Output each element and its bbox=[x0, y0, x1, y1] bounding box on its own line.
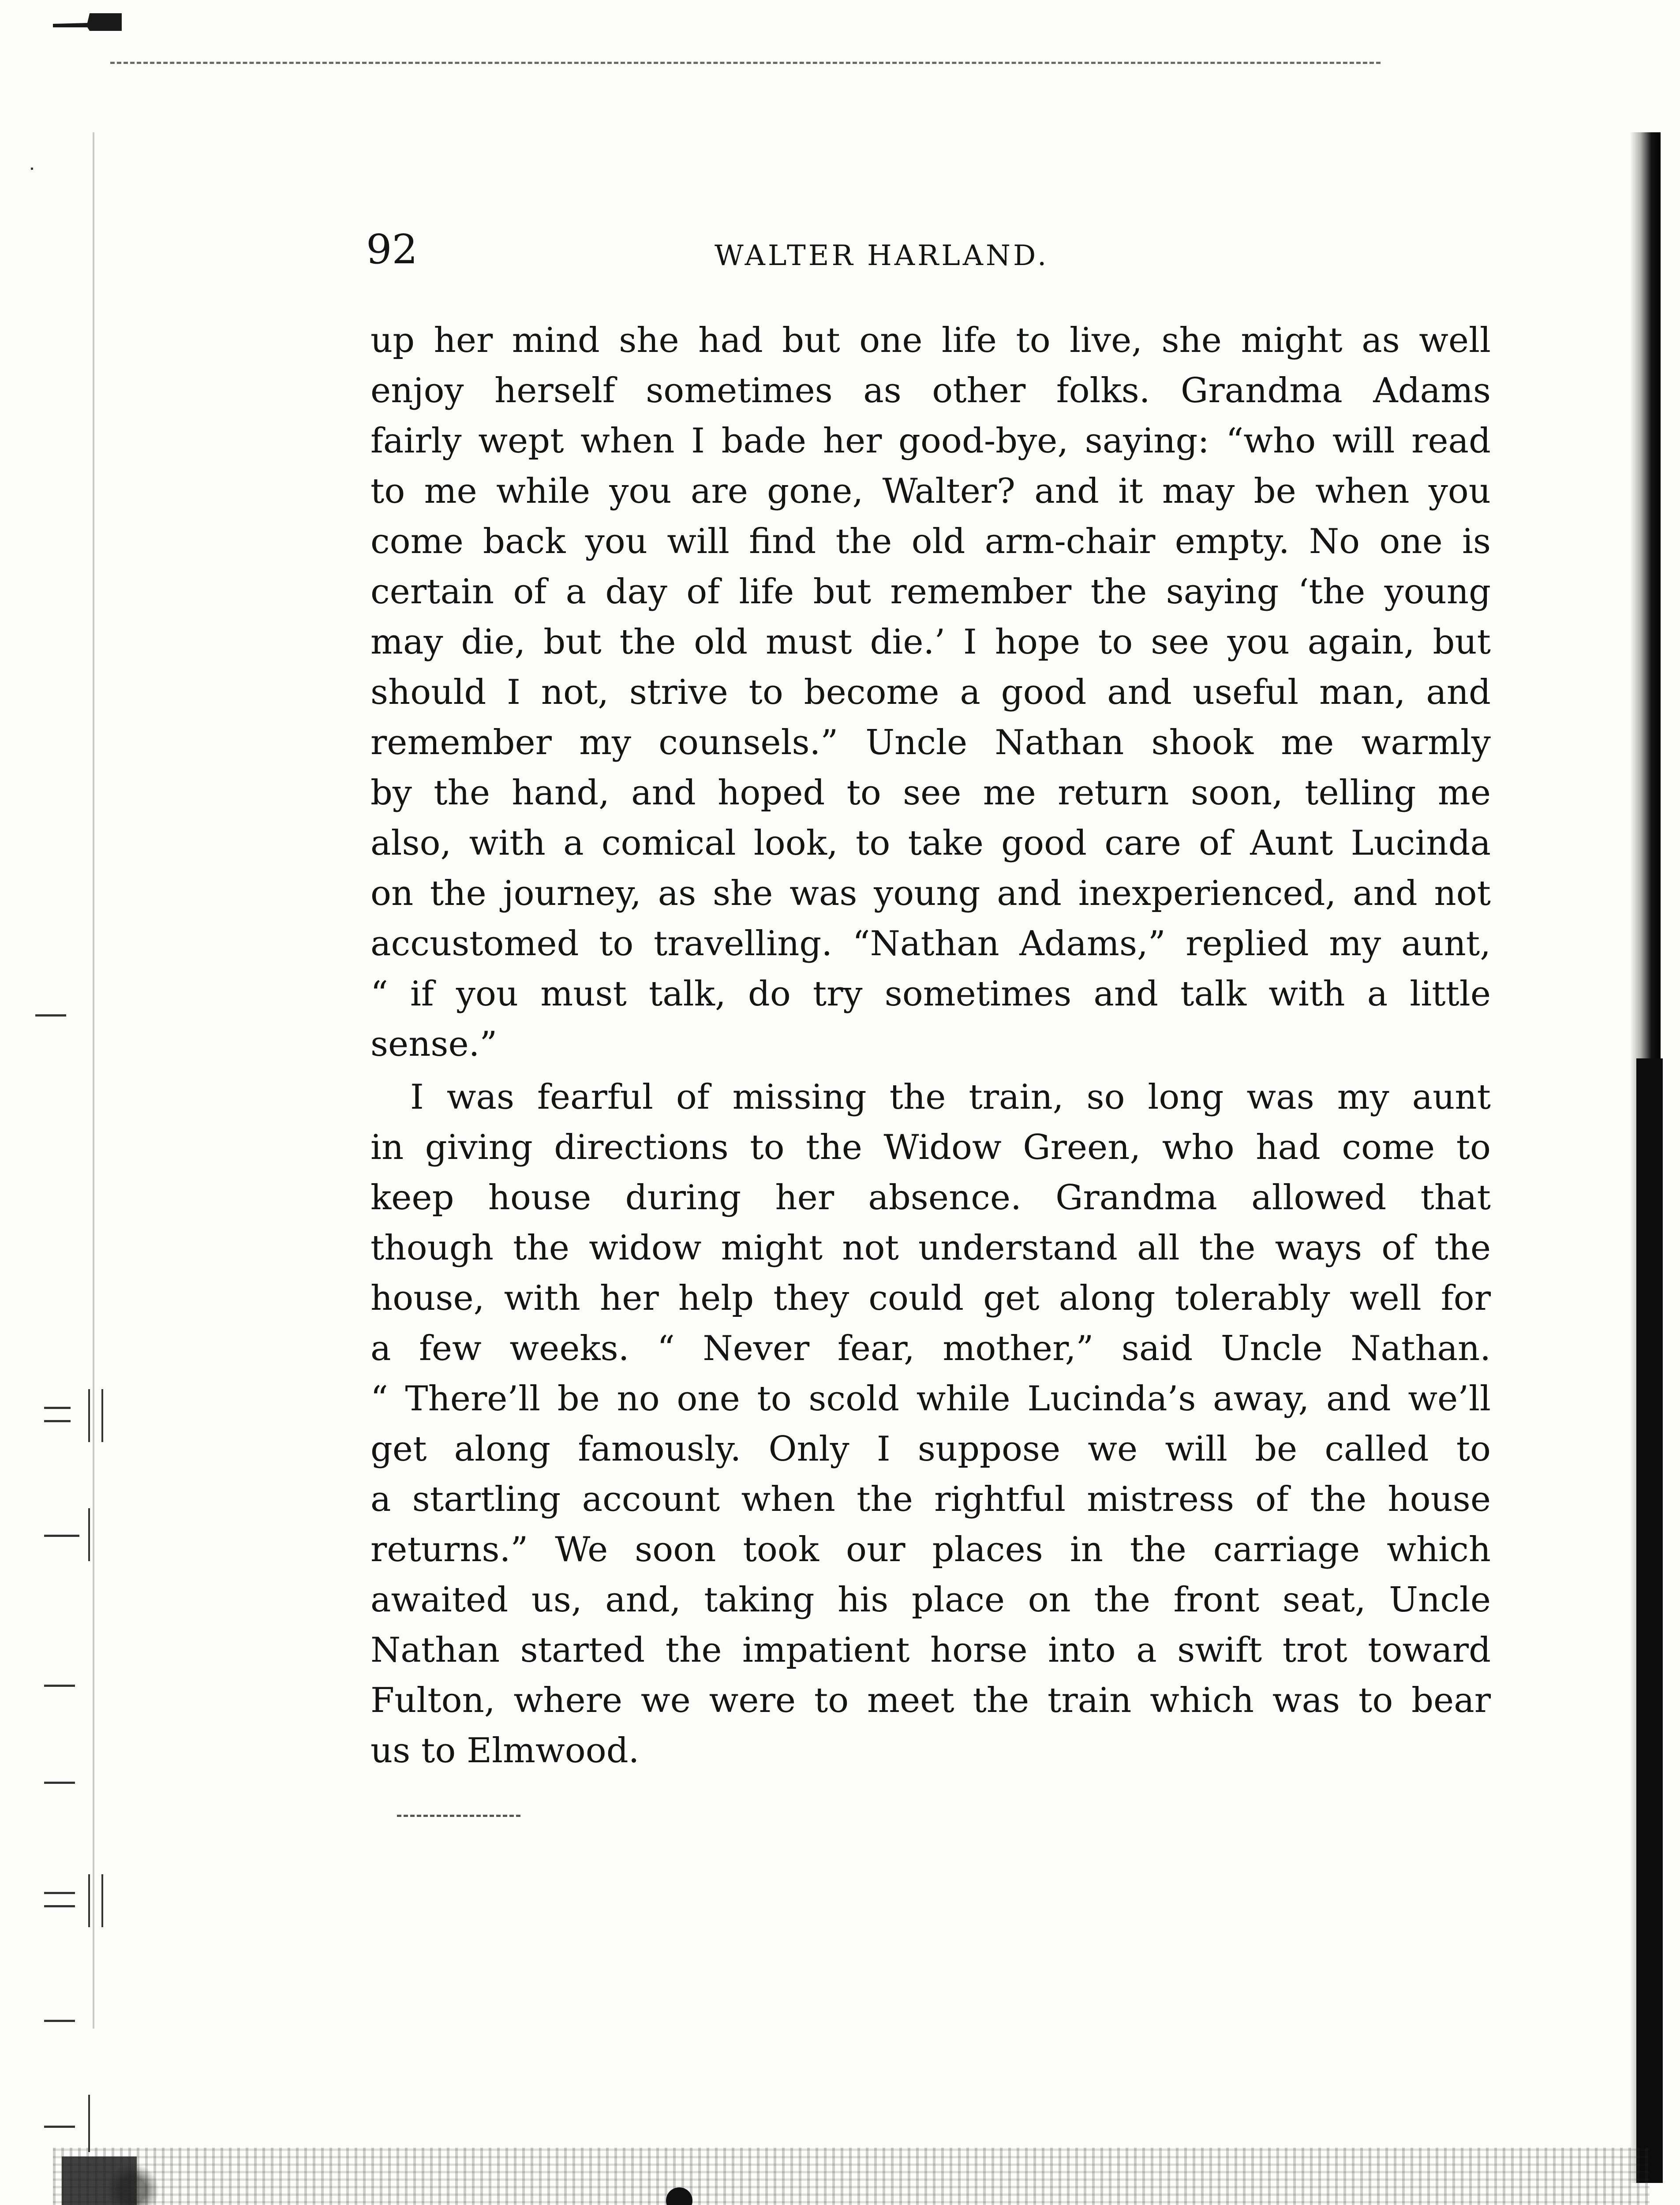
text-line: come back you will find the old arm-chair empty. No one is bbox=[370, 522, 1491, 561]
binding-marks bbox=[26, 132, 123, 2029]
text-line: a startling account when the rightful mistress of the house bbox=[370, 1480, 1491, 1519]
running-head: WALTER HARLAND. bbox=[715, 239, 1049, 272]
text-line: should I not, strive to become a good and useful man, and bbox=[370, 673, 1491, 712]
text-line: a few weeks. “ Never fear, mother,” said Uncle Nathan. bbox=[370, 1329, 1491, 1368]
scan-artifact-top bbox=[53, 13, 168, 31]
top-rule bbox=[110, 62, 1381, 64]
text-line: fairly wept when I bade her good-bye, saying: “who will read bbox=[370, 421, 1491, 461]
paragraph-1 bbox=[370, 315, 1491, 1069]
text-line: returns.” We soon took our places in the carriage which bbox=[370, 1530, 1491, 1570]
text-line: in giving directions to the Widow Green, who had come to bbox=[370, 1128, 1491, 1167]
text-line: “ if you must talk, do try sometimes and talk with a little bbox=[370, 974, 1491, 1014]
text-line: I was fearful of missing the train, so long was my aunt bbox=[410, 1077, 1491, 1117]
text-line: to me while you are gone, Walter? and it may be when you bbox=[370, 471, 1491, 511]
text-line: certain of a day of life but remember the saying ‘the young bbox=[370, 572, 1491, 612]
text-line: remember my counsels.” Uncle Nathan shook me warmly bbox=[370, 723, 1491, 762]
closing-rule bbox=[397, 1815, 520, 1817]
text-line: by the hand, and hoped to see me return soon, telling me bbox=[370, 773, 1491, 813]
page-number: 92 bbox=[366, 226, 418, 273]
text-line: Fulton, where we were to meet the train which was to bear bbox=[370, 1681, 1491, 1720]
text-line: sense.” bbox=[370, 1024, 498, 1064]
text-line: awaited us, and, taking his place on the front seat, Uncle bbox=[370, 1580, 1491, 1620]
text-line: on the journey, as she was young and inexperienced, and not bbox=[370, 874, 1491, 913]
text-line: also, with a comical look, to take good care of Aunt Lucinda bbox=[370, 823, 1491, 863]
body-text bbox=[370, 315, 1491, 1776]
text-line: may die, but the old must die.’ I hope to see you again, but bbox=[370, 622, 1491, 662]
text-line: accustomed to travelling. “Nathan Adams,” replied my aunt, bbox=[370, 924, 1491, 964]
text-line: though the widow might not understand all the ways of the bbox=[370, 1228, 1491, 1268]
text-line: “ There’ll be no one to scold while Lucinda’s away, and we’ll bbox=[370, 1379, 1491, 1419]
text-line: keep house during her absence. Grandma allowed that bbox=[370, 1178, 1491, 1218]
text-line: house, with her help they could get along tolerably well for bbox=[370, 1278, 1491, 1318]
text-line: up her mind she had but one life to live, she might as well bbox=[370, 321, 1491, 360]
scan-blot-bottom-left bbox=[62, 2156, 137, 2205]
scan-edge-right-dark bbox=[1636, 1058, 1663, 2183]
paragraph-2 bbox=[370, 1072, 1491, 1776]
text-line: us to Elmwood. bbox=[370, 1731, 640, 1771]
text-line: enjoy herself sometimes as other folks. Grandma Adams bbox=[370, 371, 1491, 411]
text-line: Nathan started the impatient horse into a swift trot toward bbox=[370, 1630, 1491, 1670]
scan-noise-bottom bbox=[53, 2148, 1650, 2205]
text-line: get along famously. Only I suppose we will be called to bbox=[370, 1429, 1491, 1469]
